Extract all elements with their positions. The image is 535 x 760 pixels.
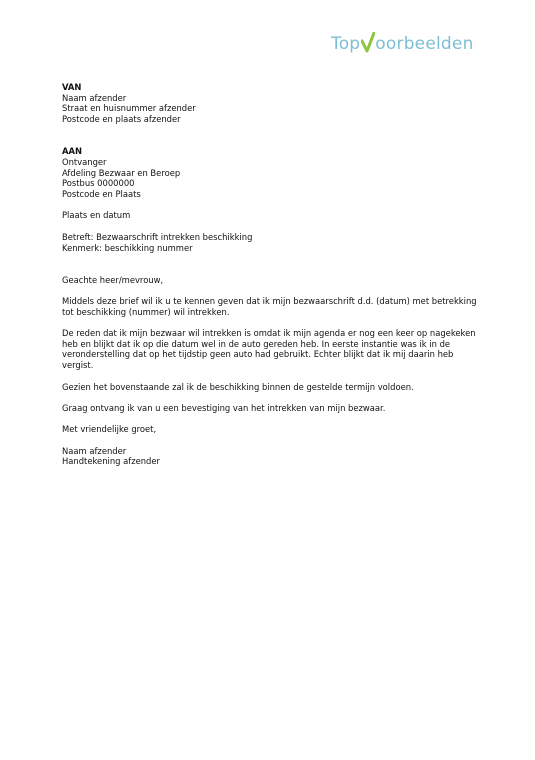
subject-line: Betreft: Bezwaarschrift intrekken beschikking [62,231,253,242]
sender-heading: VAN [62,82,82,92]
recipient-postal: Postcode en Plaats [62,189,141,200]
recipient-name: Ontvanger [62,156,107,167]
recipient-block [62,146,482,200]
recipient-heading: AAN [62,146,82,157]
checkmark-v-icon [361,32,375,54]
closing: Met vriendelijke groet, [62,424,157,435]
logo-text-top: Top [331,34,361,54]
sender-street: Straat en huisnummer afzender [62,103,196,114]
sender-postal: Postcode en plaats afzender [62,114,181,125]
sender-block [62,82,482,125]
body-paragraph-4: Graag ontvang ik van u een bevestiging van het intrekken van mijn bezwaar. [62,402,386,413]
topvoorbeelden-logo [331,30,474,54]
letter-body [62,82,482,467]
recipient-pobox: Postbus 0000000 [62,178,135,189]
logo-text-rest: oorbeelden [375,34,474,54]
body-paragraph-2: De reden dat ik mijn bezwaar wil intrekken is omdat ik mijn agenda er nog een keer op nagekeken heb en blijkt dat ik op die datum wel in de auto gereden heb. In eerste instantie was ik in de veronderstelling dat op het tijdstip geen auto had gebruikt. Echter blijkt dat ik mij daarin heb vergist. [62,328,476,371]
recipient-department: Afdeling Bezwaar en Beroep [62,167,181,178]
reference-line: Kenmerk: beschikking nummer [62,242,193,253]
place-date: Plaats en datum [62,210,131,221]
salutation: Geachte heer/mevrouw, [62,274,164,285]
sender-name: Naam afzender [62,92,127,103]
signature-name: Naam afzender [62,445,127,456]
signature-sign: Handtekening afzender [62,456,160,467]
body-paragraph-3: Gezien het bovenstaande zal ik de beschikking binnen de gestelde termijn voldoen. [62,381,414,392]
body-paragraph-1: Middels deze brief wil ik u te kennen geven dat ik mijn bezwaarschrift d.d. (datum) met betrekking tot beschikking (nummer) wil intrekken. [62,295,477,317]
